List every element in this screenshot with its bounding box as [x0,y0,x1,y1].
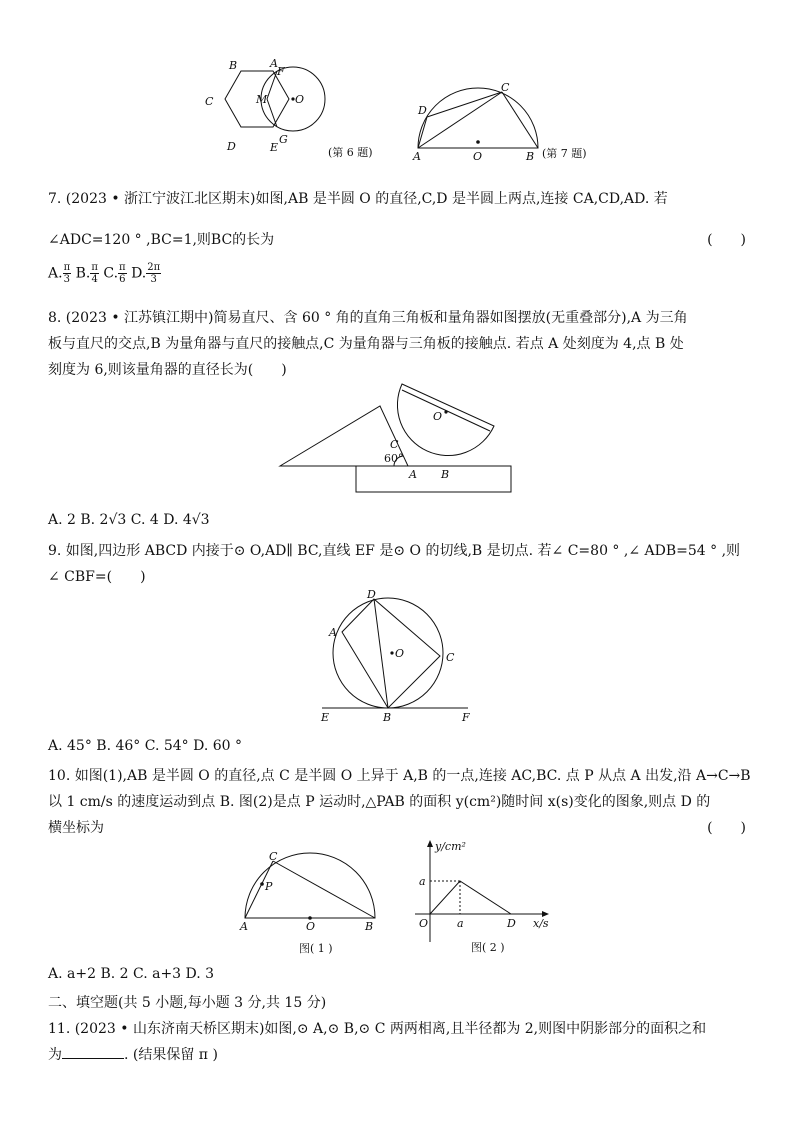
q11-line2 [48,1044,218,1064]
q11-line1: 11. (2023 • 山东济南天桥区期末)如图,⊙ A,⊙ B,⊙ C 两两相离,且半径都为 2,则图中阴影部分的面积之和 [48,1021,707,1037]
q11-post: . (结果保留 π ) [124,1047,218,1063]
q8-fig-label-C: C [390,438,399,451]
caption-q7: (第 7 题) [542,147,587,160]
figure-q8-ruler-protractor [278,382,518,494]
q7-fig-label-C: C [501,81,510,94]
q10-fig2-origin: O [419,917,429,930]
hex-label-D: D [227,140,236,153]
q8-fig-label-O: O [433,410,443,423]
q9-line2: ∠ CBF=( ) [48,569,146,585]
hex-label-B: B [229,59,238,72]
q8-options: A. 2 B. 2√3 C. 4 D. 4√3 [48,512,210,528]
q11-pre: 为 [48,1047,62,1063]
q7-line1: 7. (2023 • 浙江宁波江北区期末)如图,AB 是半圆 O 的直径,C,D 是半圆上两点,连接 CA,CD,AD. 若 [48,191,668,207]
q8-fig-label-B: B [441,468,450,481]
q7-options: A. $\frac{\pi}{3}$ B. $\frac{\pi}{4}$ C. $\frac{\pi}{6}$ D. $\frac{2\pi}{3}$ [48,262,161,285]
q8-fig-label-angle: 60° [384,452,404,465]
q10-fig2-D: D [507,917,516,930]
q9-fig-label-D: D [367,588,376,601]
hex-label-O: O [295,93,305,106]
hex-label-E: E [270,141,279,154]
section-fill-in-heading: 二、填空题(共 5 小题,每小题 3 分,共 15 分) [48,995,327,1011]
q10-paren: ( ) [707,820,746,836]
q10-fig2-a-x: a [457,917,464,930]
q10-fig2-ylabel: y/cm² [435,840,466,853]
q7-fig-label-D: D [418,104,427,117]
q9-fig-label-F: F [462,711,470,724]
q11-answer-blank[interactable] [62,1046,124,1059]
q7-fig-label-O: O [473,150,483,163]
figure-q9-circle-quad [318,588,478,723]
q10-fig1-label-B: B [365,920,374,933]
q10-line3: 横坐标为 [48,820,104,836]
q10-fig1-label-C: C [269,850,278,863]
q9-options: A. 45° B. 46° C. 54° D. 60 ° [48,738,242,754]
q8-line2: 板与直尺的交点,B 为量角器与直尺的接触点,C 为量角器与三角板的接触点. 若点 A 处刻度为 4,点 B 处 [48,336,684,352]
q9-fig-label-E: E [321,711,330,724]
hex-label-G: G [279,133,288,146]
q7-line2: ∠ADC=120 ° ,BC=1,则BC的长为 [48,232,275,248]
q10-fig2-a-y: a [419,875,426,888]
q7-fig-label-B: B [526,150,535,163]
q8-line1: 8. (2023 • 江苏镇江期中)简易直尺、含 60 ° 角的直角三角板和量角器如图摆放(无重叠部分),A 为三角 [48,310,688,326]
hex-label-A: A [270,57,278,70]
q7-paren: ( ) [707,232,746,248]
figure-q10-graph [405,838,565,960]
caption-q6: (第 6 题) [328,146,373,159]
hex-label-F: F [277,65,285,78]
q8-line3: 刻度为 6,则该量角器的直径长为( ) [48,362,287,378]
q10-fig2-xlabel: x/s [533,917,549,930]
q10-fig1-label-A: A [240,920,248,933]
q10-fig1-caption: 图( 1 ) [299,942,333,955]
q10-line2: 以 1 cm/s 的速度运动到点 B. 图(2)是点 P 运动时,△PAB 的面积 y(cm²)随时间 x(s)变化的图象,则点 D 的 [48,794,711,810]
q10-fig2-caption: 图( 2 ) [471,941,505,954]
q10-line1: 10. 如图(1),AB 是半圆 O 的直径,点 C 是半圆 O 上异于 A,B 的一点,连接 AC,BC. 点 P 从点 A 出发,沿 A→C→B [48,768,751,784]
q9-fig-label-B: B [383,711,392,724]
q9-line1: 9. 如图,四边形 ABCD 内接于⊙ O,AD∥ BC,直线 EF 是⊙ O 的切线,B 是切点. 若∠ C=80 ° ,∠ ADB=54 ° ,则 [48,543,741,559]
q10-fig1-label-P: P [265,880,273,893]
figure-q7-semicircle [410,80,610,165]
q8-fig-label-A: A [409,468,417,481]
q9-fig-label-O: O [395,647,405,660]
figure-q10-semicircle [235,848,385,958]
hex-label-C: C [205,95,214,108]
q9-fig-label-A: A [329,626,337,639]
figure-q6-hexagon [195,55,373,165]
hex-label-M: M [256,93,268,106]
q10-options: A. a+2 B. 2 C. a+3 D. 3 [48,966,215,982]
q7-fig-label-A: A [413,150,421,163]
q10-fig1-label-O: O [306,920,316,933]
q9-fig-label-C: C [446,651,455,664]
